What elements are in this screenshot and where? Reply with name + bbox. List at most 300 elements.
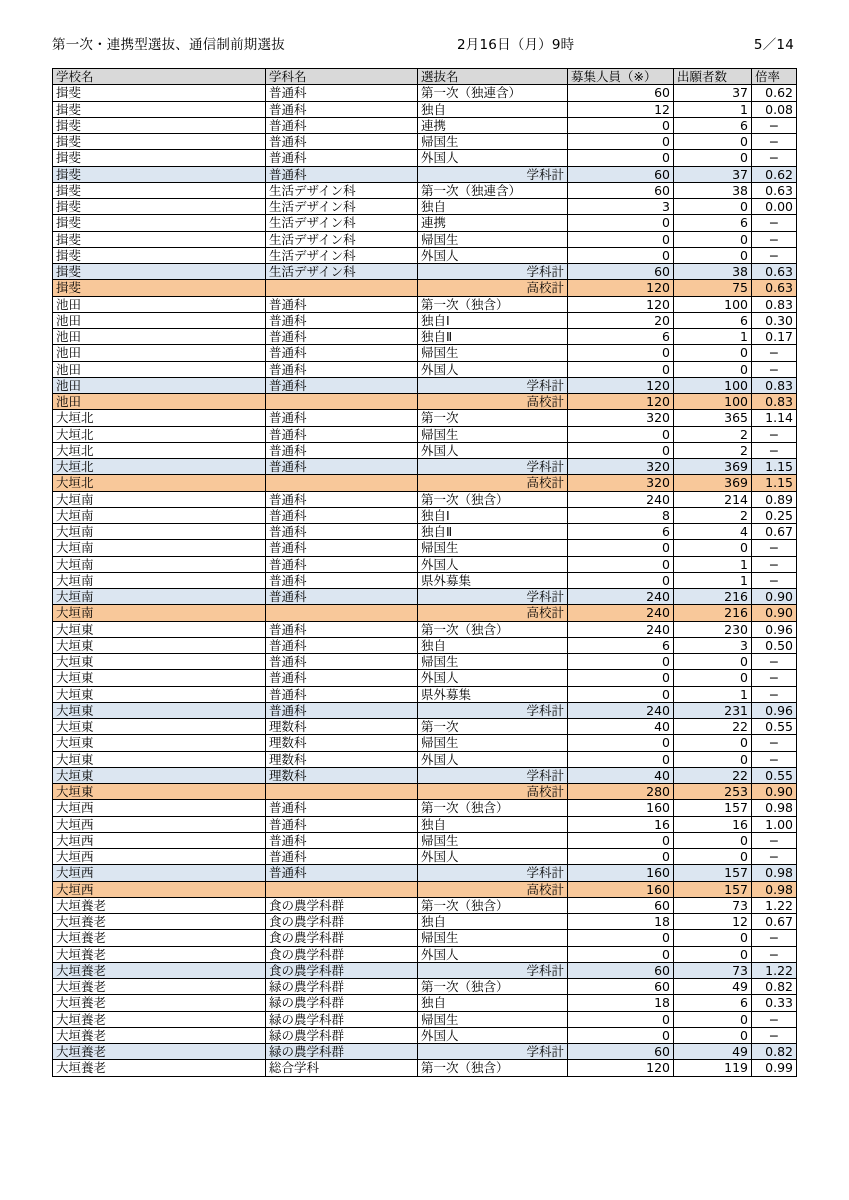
cell-applicants: 0 [674, 832, 752, 848]
cell-department: 普通科 [266, 507, 418, 523]
cell-selection: 外国人 [418, 361, 568, 377]
cell-applicants: 369 [674, 475, 752, 491]
cell-quota: 0 [568, 572, 674, 588]
table-row [53, 540, 797, 556]
table-row [53, 85, 797, 101]
cell-ratio: 0.62 [752, 85, 797, 101]
cell-selection: 学科計 [418, 264, 568, 280]
cell-ratio: − [752, 670, 797, 686]
cell-school: 大垣北 [53, 475, 266, 491]
cell-department: 食の農学科群 [266, 914, 418, 930]
cell-selection: 独自Ⅰ [418, 312, 568, 328]
cell-school: 大垣養老 [53, 979, 266, 995]
cell-ratio: − [752, 930, 797, 946]
cell-applicants: 0 [674, 231, 752, 247]
cell-selection: 外国人 [418, 247, 568, 263]
cell-ratio: 0.08 [752, 101, 797, 117]
cell-quota: 0 [568, 686, 674, 702]
cell-selection: 独自Ⅱ [418, 524, 568, 540]
cell-ratio: 0.83 [752, 394, 797, 410]
cell-department: 普通科 [266, 816, 418, 832]
cell-department: 生活デザイン科 [266, 215, 418, 231]
cell-school: 大垣東 [53, 654, 266, 670]
cell-department [266, 784, 418, 800]
cell-selection: 独自 [418, 101, 568, 117]
cell-selection: 外国人 [418, 849, 568, 865]
table-row [53, 686, 797, 702]
cell-ratio: 1.14 [752, 410, 797, 426]
cell-department: 普通科 [266, 410, 418, 426]
cell-ratio: − [752, 540, 797, 556]
cell-school: 大垣西 [53, 832, 266, 848]
table-row [53, 751, 797, 767]
cell-school: 大垣東 [53, 735, 266, 751]
cell-department: 普通科 [266, 686, 418, 702]
table-row [53, 719, 797, 735]
column-header-department: 学科名 [266, 69, 418, 85]
cell-school: 大垣東 [53, 686, 266, 702]
cell-selection: 独自Ⅰ [418, 507, 568, 523]
cell-quota: 60 [568, 1044, 674, 1060]
cell-quota: 160 [568, 800, 674, 816]
table-row [53, 735, 797, 751]
cell-ratio: − [752, 654, 797, 670]
cell-quota: 0 [568, 345, 674, 361]
cell-department: 理数科 [266, 751, 418, 767]
cell-school: 大垣東 [53, 767, 266, 783]
cell-applicants: 100 [674, 377, 752, 393]
cell-selection: 高校計 [418, 280, 568, 296]
cell-department: 緑の農学科群 [266, 995, 418, 1011]
cell-department: 食の農学科群 [266, 930, 418, 946]
cell-applicants: 0 [674, 735, 752, 751]
cell-selection: 帰国生 [418, 231, 568, 247]
cell-selection: 学科計 [418, 865, 568, 881]
cell-school: 揖斐 [53, 199, 266, 215]
cell-selection: 学科計 [418, 589, 568, 605]
cell-department: 普通科 [266, 345, 418, 361]
cell-ratio: 0.90 [752, 605, 797, 621]
cell-quota: 0 [568, 540, 674, 556]
cell-quota: 0 [568, 134, 674, 150]
cell-school: 大垣南 [53, 524, 266, 540]
cell-selection: 独自 [418, 637, 568, 653]
table-row [53, 572, 797, 588]
cell-applicants: 231 [674, 702, 752, 718]
cell-quota: 0 [568, 946, 674, 962]
cell-applicants: 157 [674, 800, 752, 816]
cell-applicants: 2 [674, 507, 752, 523]
cell-selection: 帰国生 [418, 345, 568, 361]
cell-department: 普通科 [266, 85, 418, 101]
cell-applicants: 49 [674, 979, 752, 995]
cell-department: 生活デザイン科 [266, 182, 418, 198]
cell-school: 大垣西 [53, 881, 266, 897]
cell-quota: 320 [568, 410, 674, 426]
cell-ratio: − [752, 1011, 797, 1027]
cell-department [266, 475, 418, 491]
cell-selection: 連携 [418, 117, 568, 133]
cell-school: 池田 [53, 361, 266, 377]
column-header-ratio: 倍率 [752, 69, 797, 85]
cell-school: 大垣南 [53, 556, 266, 572]
cell-quota: 280 [568, 784, 674, 800]
cell-quota: 0 [568, 442, 674, 458]
cell-selection: 独自 [418, 995, 568, 1011]
cell-school: 大垣西 [53, 849, 266, 865]
cell-selection: 第一次（独連含） [418, 85, 568, 101]
cell-department: 普通科 [266, 377, 418, 393]
cell-school: 大垣養老 [53, 1027, 266, 1043]
department-subtotal-row [53, 702, 797, 718]
cell-ratio: 0.98 [752, 865, 797, 881]
cell-applicants: 0 [674, 930, 752, 946]
table-row [53, 832, 797, 848]
cell-ratio: 0.98 [752, 881, 797, 897]
cell-department: 普通科 [266, 865, 418, 881]
cell-quota: 16 [568, 816, 674, 832]
cell-school: 大垣養老 [53, 962, 266, 978]
cell-school: 大垣南 [53, 589, 266, 605]
table-row [53, 670, 797, 686]
cell-quota: 0 [568, 361, 674, 377]
cell-department: 緑の農学科群 [266, 1044, 418, 1060]
cell-department: 普通科 [266, 426, 418, 442]
cell-quota: 60 [568, 897, 674, 913]
cell-school: 大垣南 [53, 491, 266, 507]
cell-ratio: 0.63 [752, 264, 797, 280]
cell-applicants: 2 [674, 426, 752, 442]
cell-applicants: 0 [674, 751, 752, 767]
admissions-table [52, 68, 797, 1077]
cell-ratio: − [752, 247, 797, 263]
cell-school: 大垣東 [53, 751, 266, 767]
cell-quota: 320 [568, 459, 674, 475]
cell-school: 揖斐 [53, 166, 266, 182]
cell-selection: 学科計 [418, 377, 568, 393]
cell-ratio: − [752, 686, 797, 702]
department-subtotal-row [53, 264, 797, 280]
cell-selection: 第一次（独含） [418, 979, 568, 995]
cell-quota: 160 [568, 881, 674, 897]
cell-school: 大垣南 [53, 540, 266, 556]
cell-ratio: − [752, 150, 797, 166]
cell-selection: 帰国生 [418, 930, 568, 946]
cell-school: 大垣養老 [53, 995, 266, 1011]
cell-applicants: 119 [674, 1060, 752, 1076]
cell-quota: 120 [568, 394, 674, 410]
cell-selection: 学科計 [418, 166, 568, 182]
cell-ratio: 0.99 [752, 1060, 797, 1076]
cell-selection: 独自 [418, 816, 568, 832]
cell-selection: 外国人 [418, 751, 568, 767]
cell-school: 池田 [53, 345, 266, 361]
cell-applicants: 0 [674, 199, 752, 215]
cell-applicants: 75 [674, 280, 752, 296]
cell-quota: 18 [568, 995, 674, 1011]
cell-applicants: 253 [674, 784, 752, 800]
cell-selection: 第一次（独含） [418, 897, 568, 913]
document-header [52, 30, 796, 56]
cell-department: 生活デザイン科 [266, 231, 418, 247]
cell-quota: 20 [568, 312, 674, 328]
cell-applicants: 0 [674, 946, 752, 962]
cell-quota: 0 [568, 247, 674, 263]
table-row [53, 117, 797, 133]
cell-selection: 外国人 [418, 946, 568, 962]
cell-department: 生活デザイン科 [266, 199, 418, 215]
cell-ratio: 0.83 [752, 296, 797, 312]
cell-quota: 0 [568, 150, 674, 166]
cell-school: 大垣養老 [53, 914, 266, 930]
cell-applicants: 1 [674, 329, 752, 345]
cell-department: 普通科 [266, 572, 418, 588]
cell-applicants: 369 [674, 459, 752, 475]
cell-ratio: 0.67 [752, 914, 797, 930]
cell-ratio: 1.22 [752, 897, 797, 913]
cell-applicants: 0 [674, 849, 752, 865]
table-row [53, 345, 797, 361]
cell-quota: 160 [568, 865, 674, 881]
cell-school: 揖斐 [53, 280, 266, 296]
cell-applicants: 0 [674, 540, 752, 556]
cell-ratio: 0.63 [752, 182, 797, 198]
cell-applicants: 216 [674, 605, 752, 621]
cell-department: 普通科 [266, 312, 418, 328]
cell-school: 大垣東 [53, 702, 266, 718]
cell-quota: 12 [568, 101, 674, 117]
cell-ratio: 0.55 [752, 767, 797, 783]
cell-school: 大垣北 [53, 410, 266, 426]
cell-selection: 学科計 [418, 962, 568, 978]
cell-department: 普通科 [266, 329, 418, 345]
cell-department [266, 881, 418, 897]
cell-quota: 0 [568, 832, 674, 848]
cell-quota: 240 [568, 621, 674, 637]
cell-school: 大垣南 [53, 507, 266, 523]
cell-school: 池田 [53, 296, 266, 312]
cell-quota: 60 [568, 166, 674, 182]
cell-school: 大垣東 [53, 670, 266, 686]
cell-quota: 0 [568, 1027, 674, 1043]
department-subtotal-row [53, 962, 797, 978]
department-subtotal-row [53, 1044, 797, 1060]
cell-selection: 外国人 [418, 670, 568, 686]
admissions-table-container [52, 68, 796, 1077]
cell-applicants: 0 [674, 1027, 752, 1043]
table-row [53, 637, 797, 653]
table-header-row [53, 69, 797, 85]
cell-school: 大垣養老 [53, 1044, 266, 1060]
cell-applicants: 214 [674, 491, 752, 507]
cell-ratio: 1.15 [752, 475, 797, 491]
cell-school: 大垣北 [53, 426, 266, 442]
cell-department: 普通科 [266, 361, 418, 377]
cell-quota: 18 [568, 914, 674, 930]
cell-school: 大垣養老 [53, 1060, 266, 1076]
table-row [53, 556, 797, 572]
cell-department: 理数科 [266, 719, 418, 735]
cell-selection: 帰国生 [418, 540, 568, 556]
cell-ratio: 0.90 [752, 589, 797, 605]
table-row [53, 930, 797, 946]
page-number: 5／14 [753, 37, 794, 53]
cell-ratio: − [752, 215, 797, 231]
cell-ratio: − [752, 849, 797, 865]
table-row [53, 329, 797, 345]
cell-quota: 120 [568, 280, 674, 296]
school-total-row [53, 881, 797, 897]
cell-school: 池田 [53, 377, 266, 393]
cell-school: 大垣北 [53, 442, 266, 458]
department-subtotal-row [53, 459, 797, 475]
cell-department: 普通科 [266, 849, 418, 865]
cell-selection: 帰国生 [418, 1011, 568, 1027]
cell-applicants: 6 [674, 995, 752, 1011]
cell-school: 揖斐 [53, 117, 266, 133]
table-row [53, 816, 797, 832]
cell-school: 大垣養老 [53, 946, 266, 962]
cell-quota: 0 [568, 930, 674, 946]
cell-selection: 高校計 [418, 784, 568, 800]
cell-ratio: 0.90 [752, 784, 797, 800]
cell-department: 総合学科 [266, 1060, 418, 1076]
cell-applicants: 100 [674, 296, 752, 312]
table-row [53, 979, 797, 995]
table-row [53, 995, 797, 1011]
cell-selection: 学科計 [418, 767, 568, 783]
department-subtotal-row [53, 377, 797, 393]
cell-selection: 第一次（独含） [418, 1060, 568, 1076]
cell-applicants: 0 [674, 1011, 752, 1027]
table-row [53, 946, 797, 962]
cell-quota: 0 [568, 231, 674, 247]
cell-ratio: 0.55 [752, 719, 797, 735]
document-title: 第一次・連携型選抜、通信制前期選抜 [52, 37, 285, 53]
cell-applicants: 49 [674, 1044, 752, 1060]
cell-quota: 0 [568, 670, 674, 686]
cell-selection: 外国人 [418, 442, 568, 458]
cell-school: 揖斐 [53, 182, 266, 198]
cell-ratio: 0.83 [752, 377, 797, 393]
cell-selection: 外国人 [418, 556, 568, 572]
cell-selection: 帰国生 [418, 134, 568, 150]
cell-school: 大垣南 [53, 572, 266, 588]
table-row [53, 361, 797, 377]
table-row [53, 849, 797, 865]
cell-applicants: 73 [674, 962, 752, 978]
cell-ratio: − [752, 117, 797, 133]
cell-quota: 0 [568, 654, 674, 670]
cell-department: 普通科 [266, 166, 418, 182]
cell-ratio: − [752, 231, 797, 247]
cell-ratio: 0.50 [752, 637, 797, 653]
cell-selection: 第一次（独連含） [418, 182, 568, 198]
cell-ratio: − [752, 134, 797, 150]
cell-department: 生活デザイン科 [266, 247, 418, 263]
table-row [53, 800, 797, 816]
cell-ratio: − [752, 946, 797, 962]
cell-school: 大垣養老 [53, 930, 266, 946]
cell-selection: 帰国生 [418, 832, 568, 848]
cell-applicants: 37 [674, 85, 752, 101]
table-row [53, 897, 797, 913]
cell-quota: 0 [568, 735, 674, 751]
cell-selection: 独自 [418, 914, 568, 930]
cell-applicants: 38 [674, 182, 752, 198]
cell-quota: 60 [568, 182, 674, 198]
table-row [53, 134, 797, 150]
cell-applicants: 1 [674, 686, 752, 702]
cell-ratio: 0.33 [752, 995, 797, 1011]
cell-applicants: 0 [674, 247, 752, 263]
cell-selection: 高校計 [418, 394, 568, 410]
cell-department: 普通科 [266, 589, 418, 605]
cell-ratio: − [752, 426, 797, 442]
cell-applicants: 6 [674, 215, 752, 231]
cell-ratio: 0.82 [752, 979, 797, 995]
cell-department: 普通科 [266, 524, 418, 540]
cell-selection: 第一次（独含） [418, 296, 568, 312]
cell-department: 生活デザイン科 [266, 264, 418, 280]
table-row [53, 621, 797, 637]
table-row [53, 150, 797, 166]
cell-applicants: 3 [674, 637, 752, 653]
cell-department: 普通科 [266, 459, 418, 475]
cell-ratio: − [752, 832, 797, 848]
cell-selection: 第一次（独含） [418, 491, 568, 507]
cell-department: 普通科 [266, 670, 418, 686]
cell-ratio: 0.98 [752, 800, 797, 816]
cell-applicants: 6 [674, 117, 752, 133]
cell-school: 池田 [53, 312, 266, 328]
cell-department: 普通科 [266, 702, 418, 718]
table-row [53, 524, 797, 540]
cell-quota: 120 [568, 296, 674, 312]
school-total-row [53, 475, 797, 491]
cell-quota: 0 [568, 1011, 674, 1027]
cell-applicants: 0 [674, 361, 752, 377]
cell-school: 大垣東 [53, 784, 266, 800]
cell-selection: 高校計 [418, 605, 568, 621]
cell-quota: 120 [568, 1060, 674, 1076]
table-row [53, 491, 797, 507]
cell-quota: 60 [568, 979, 674, 995]
cell-applicants: 2 [674, 442, 752, 458]
cell-quota: 240 [568, 702, 674, 718]
table-row [53, 442, 797, 458]
cell-department: 普通科 [266, 442, 418, 458]
table-row [53, 1011, 797, 1027]
cell-school: 池田 [53, 329, 266, 345]
cell-applicants: 1 [674, 556, 752, 572]
cell-ratio: 0.25 [752, 507, 797, 523]
cell-applicants: 1 [674, 101, 752, 117]
cell-quota: 0 [568, 556, 674, 572]
cell-selection: 県外募集 [418, 686, 568, 702]
cell-ratio: − [752, 735, 797, 751]
cell-department: 普通科 [266, 117, 418, 133]
department-subtotal-row [53, 166, 797, 182]
cell-school: 揖斐 [53, 85, 266, 101]
cell-selection: 帰国生 [418, 735, 568, 751]
cell-selection: 外国人 [418, 150, 568, 166]
cell-applicants: 100 [674, 394, 752, 410]
cell-quota: 0 [568, 426, 674, 442]
cell-school: 揖斐 [53, 215, 266, 231]
cell-department: 普通科 [266, 654, 418, 670]
table-row [53, 231, 797, 247]
